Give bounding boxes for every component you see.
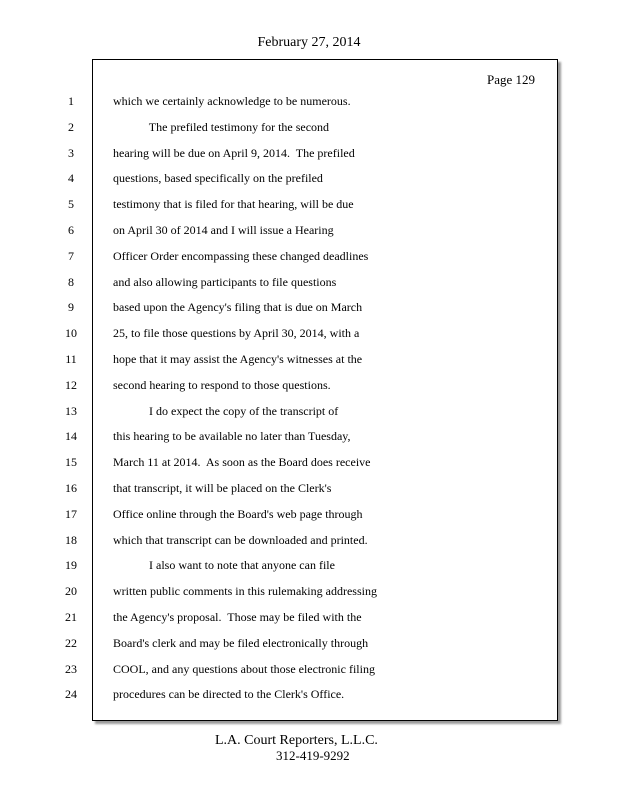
line-number: 1 [68,94,74,108]
page-number: Page 129 [487,72,536,87]
line-number: 5 [68,197,74,211]
line-text: on April 30 of 2014 and I will issue a Hearing [113,223,334,237]
line-number: 6 [68,223,74,237]
line-number: 18 [65,533,77,547]
line-text: which that transcript can be downloaded and printed. [113,533,368,547]
line-number: 23 [65,662,77,676]
line-text: questions, based specifically on the prefiled [113,171,323,185]
line-text: written public comments in this rulemaking addressing [113,584,377,598]
line-number: 17 [65,507,77,521]
line-number: 8 [68,275,74,289]
line-text: COOL, and any questions about those electronic filing [113,662,375,676]
line-text: testimony that is filed for that hearing, will be due [113,197,354,211]
footer-phone: 312-419-9292 [276,748,350,763]
line-text: I do expect the copy of the transcript of [113,404,339,418]
line-number: 2 [68,120,74,134]
line-number: 21 [65,610,77,624]
line-number: 4 [68,171,74,185]
line-text: which we certainly acknowledge to be numerous. [113,94,351,108]
footer-company: L.A. Court Reporters, L.L.C. [215,733,378,748]
line-number: 13 [65,404,77,418]
line-number: 11 [65,352,77,366]
line-text: and also allowing participants to file questions [113,275,337,289]
line-number: 22 [65,636,77,650]
line-text: I also want to note that anyone can file [113,558,335,572]
line-number: 16 [65,481,77,495]
line-number: 14 [65,429,77,443]
line-number: 24 [65,687,77,701]
line-number: 12 [65,378,77,392]
line-number: 15 [65,455,77,469]
line-text: Office online through the Board's web page through [113,507,363,521]
line-text: Board's clerk and may be filed electronically through [113,636,369,650]
line-number: 20 [65,584,77,598]
line-text: hope that it may assist the Agency's witnesses at the [113,352,363,366]
line-text: Officer Order encompassing these changed deadlines [113,249,369,263]
line-text: the Agency's proposal. Those may be filed with the [113,610,362,624]
line-number: 19 [65,558,77,572]
line-text: based upon the Agency's filing that is due on March [113,300,363,314]
line-text: this hearing to be available no later than Tuesday, [113,429,351,443]
line-text: procedures can be directed to the Clerk's Office. [113,687,345,701]
line-text: The prefiled testimony for the second [113,120,330,134]
line-number: 3 [68,146,74,160]
line-text: March 11 at 2014. As soon as the Board does receive [113,455,371,469]
line-text: 25, to file those questions by April 30, 2014, with a [113,326,360,340]
line-number: 10 [65,326,77,340]
line-text: that transcript, it will be placed on the Clerk's [113,481,332,495]
line-text: second hearing to respond to those questions. [113,378,331,392]
header-date: February 27, 2014 [257,35,361,50]
line-number: 7 [68,249,74,263]
line-number: 9 [68,300,74,314]
line-text: hearing will be due on April 9, 2014. The prefiled [113,146,355,160]
